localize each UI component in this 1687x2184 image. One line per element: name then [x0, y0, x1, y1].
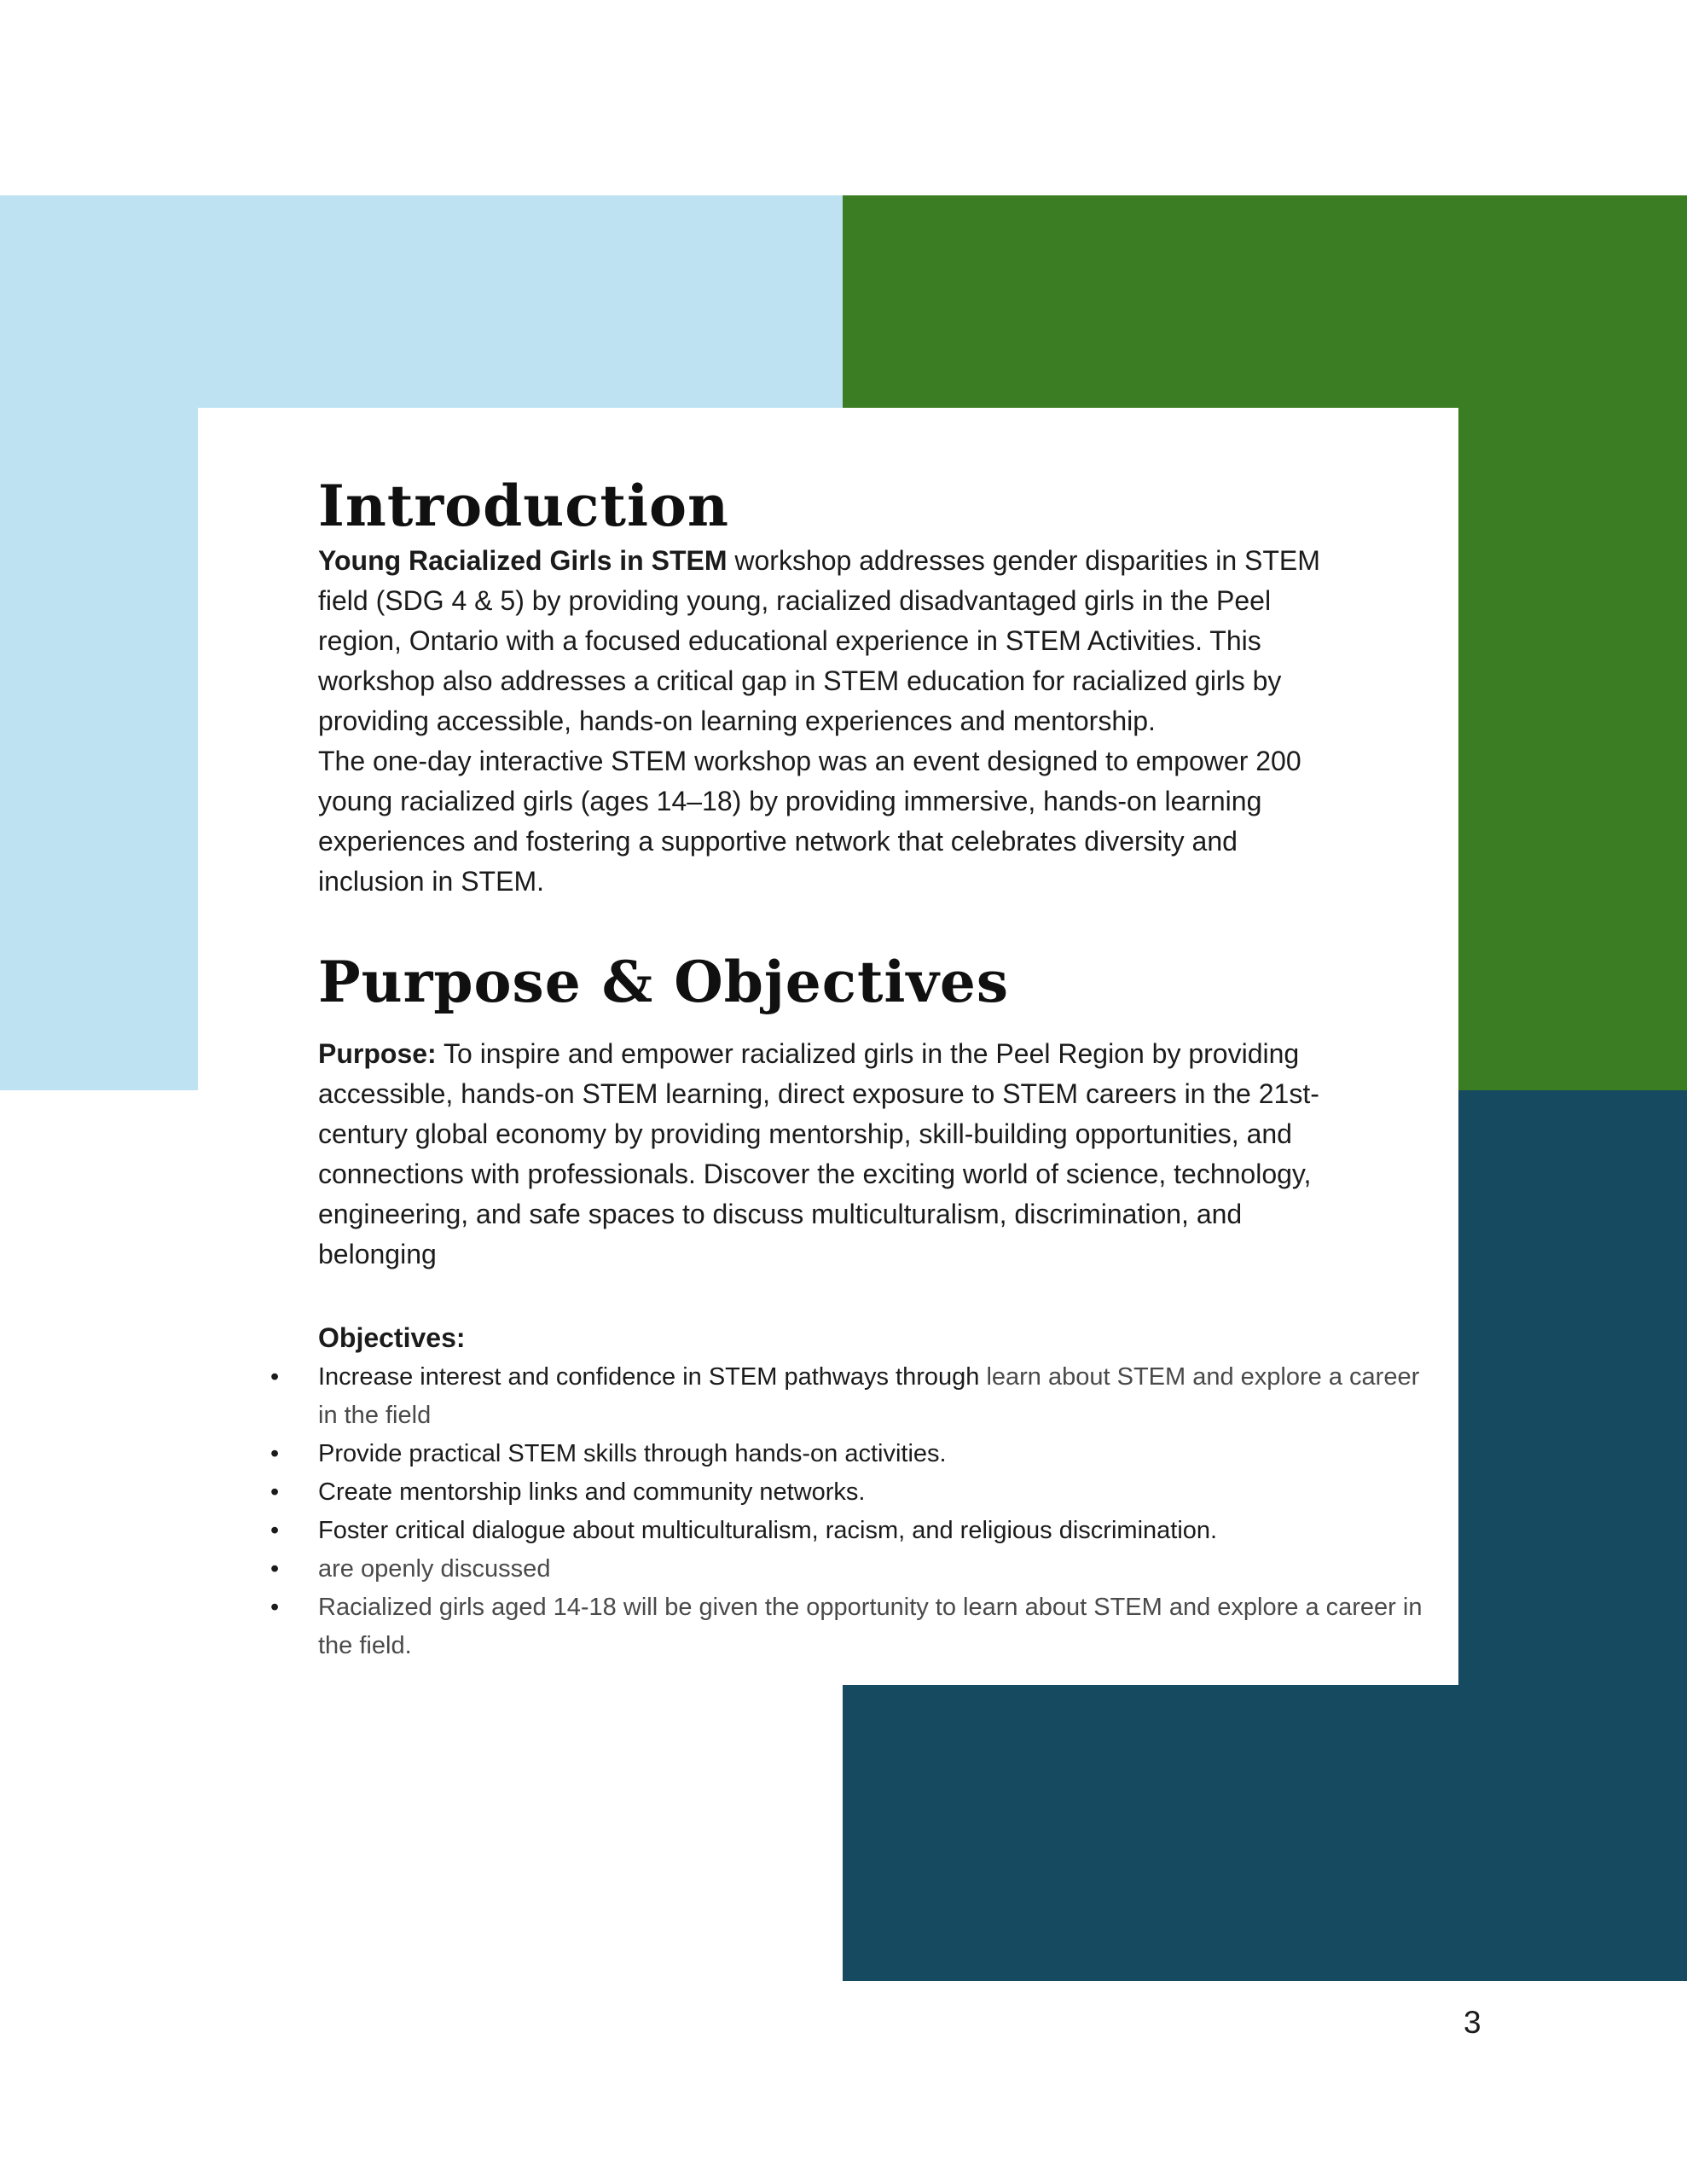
bullet-item [318, 1473, 1433, 1512]
purpose-paragraph [318, 1034, 1433, 1275]
text-segment: workshop addresses gender disparities in STEM [727, 545, 1320, 576]
text-segment: Provide practical STEM skills through hands-on activities. [318, 1440, 947, 1467]
text-segment: workshop also addresses a critical gap in STEM education for racialized girls by [318, 665, 1282, 696]
text-segment: century global economy by providing mentorship, skill-building opportunities, and [318, 1118, 1292, 1149]
content-card [198, 408, 1458, 1685]
text-segment: To inspire and empower racialized girls in the Peel Region by providing [436, 1038, 1300, 1069]
text-line [318, 862, 1433, 902]
text-segment: inclusion in STEM. [318, 866, 544, 897]
text-line [318, 1034, 1433, 1074]
text-segment: engineering, and safe spaces to discuss multiculturalism, discrimination, and [318, 1199, 1243, 1229]
bullet-item [318, 1550, 1433, 1589]
text-segment: Increase interest and confidence in STEM pathways through [318, 1363, 987, 1391]
text-line [318, 1074, 1433, 1114]
text-segment: Racialized girls aged 14-18 will be given the opportunity to learn about STEM and explore a career in the field. [318, 1594, 1423, 1659]
text-line [318, 581, 1433, 621]
text-segment: experiences and fostering a supportive network that celebrates diversity and [318, 826, 1238, 857]
text-line [318, 701, 1433, 741]
text-segment: belonging [318, 1239, 437, 1269]
bullet-item [318, 1358, 1433, 1435]
text-line [318, 541, 1433, 581]
objectives-bullet-list [318, 1358, 1433, 1665]
objectives-label: Objectives: [318, 1322, 466, 1353]
text-segment: Purpose: [318, 1038, 437, 1069]
introduction-paragraph [318, 541, 1433, 902]
text-segment: region, Ontario with a focused educational experience in STEM Activities. This [318, 625, 1261, 656]
bullet-item [318, 1435, 1433, 1473]
text-segment: providing accessible, hands-on learning experiences and mentorship. [318, 706, 1156, 736]
bullet-item [318, 1512, 1433, 1550]
page-number: 3 [1464, 2005, 1481, 2040]
text-line [318, 1194, 1433, 1234]
text-line [318, 781, 1433, 822]
text-segment: are openly discussed [318, 1555, 551, 1583]
text-line [318, 1154, 1433, 1194]
text-line [318, 741, 1433, 781]
text-segment: accessible, hands-on STEM learning, direct exposure to STEM careers in the 21st- [318, 1078, 1319, 1109]
text-segment: young racialized girls (ages 14–18) by providing immersive, hands-on learning [318, 786, 1262, 816]
text-line [318, 1114, 1433, 1154]
text-segment: field (SDG 4 & 5) by providing young, racialized disadvantaged girls in the Peel [318, 585, 1272, 616]
text-line [318, 661, 1433, 701]
content-card-inner [198, 408, 1458, 1665]
text-segment: Young Racialized Girls in STEM [318, 545, 728, 576]
text-segment: Foster critical dialogue about multiculturalism, racism, and religious discrimination. [318, 1517, 1218, 1544]
text-segment: learn about STEM and explore a career in the field [318, 1363, 1420, 1429]
bullet-item [318, 1589, 1433, 1665]
introduction-heading: Introduction [318, 473, 730, 539]
text-line [318, 1234, 1433, 1275]
text-segment: Create mentorship links and community networks. [318, 1478, 866, 1506]
text-segment: connections with professionals. Discover the exciting world of science, technology, [318, 1159, 1312, 1189]
text-line [318, 621, 1433, 661]
text-segment: The one-day interactive STEM workshop was an event designed to empower 200 [318, 746, 1301, 776]
text-line [318, 822, 1433, 862]
purpose-objectives-heading: Purpose & Objectives [318, 949, 1010, 1015]
